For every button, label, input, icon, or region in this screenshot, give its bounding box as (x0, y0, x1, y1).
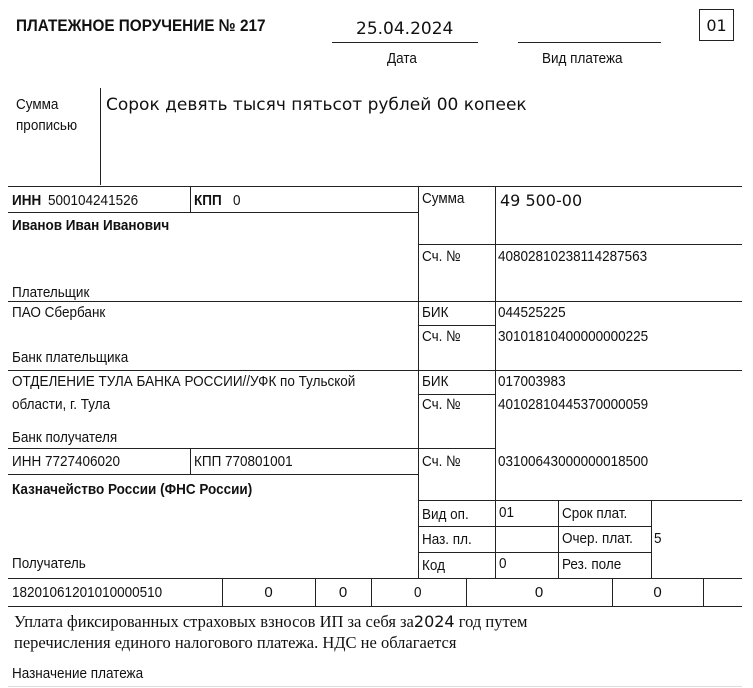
amount-words-label-2: прописью (16, 117, 78, 134)
payer-kpp-label: КПП (194, 192, 222, 209)
recipient-bank-name-2: области, г. Тула (12, 396, 111, 413)
payer-bik: 044525225 (498, 304, 566, 321)
amount-words-value: Сорок девять тысяч пятьсот рублей 00 копеек (106, 95, 527, 115)
order-value: 5 (654, 530, 662, 547)
grid-line (8, 474, 418, 475)
recipient-bank-name-1: ОТДЕЛЕНИЕ ТУЛА БАНКА РОССИИ//УФК по Тульской (12, 373, 356, 390)
amount-words-label-1: Сумма (16, 96, 59, 113)
recipient-account-label: Сч. № (422, 453, 461, 470)
purpose-text-line-2: перечисления единого налогового платежа. НДС не облагается (14, 633, 457, 652)
grid-line (495, 186, 496, 578)
form-code: 01 (706, 16, 727, 35)
recipient-bank-account-label: Сч. № (422, 396, 461, 413)
sum-value: 49 500-00 (500, 191, 583, 210)
recipient-kpp: КПП 770801001 (194, 453, 293, 470)
payer-bank-caption: Банк плательщика (12, 349, 129, 366)
payer-inn: 500104241526 (48, 192, 139, 209)
payment-type-underline (518, 42, 661, 43)
grid-line (190, 448, 191, 474)
grid-line (8, 301, 742, 302)
payer-bank-account-label: Сч. № (422, 328, 461, 345)
grid-line (418, 244, 742, 245)
grid-line (418, 500, 742, 501)
purpose-caption: Назначение платежа (12, 665, 144, 682)
grid-line (8, 370, 742, 371)
purpose-text-line-1: Уплата фиксированных страховых взносов ИП за себя за2024 год путем (14, 612, 528, 631)
grid-line (8, 606, 742, 607)
order-label: Очер. плат. (562, 530, 633, 547)
op-type-value: 01 (499, 504, 515, 521)
grid-line (418, 186, 419, 578)
grid-line (8, 578, 742, 579)
grid-line (418, 552, 651, 553)
amount-words-divider (100, 88, 101, 185)
grid-line (8, 212, 418, 213)
grid-line (418, 394, 495, 395)
grid-line (8, 448, 495, 449)
recipient-caption: Получатель (12, 555, 86, 572)
term-label: Срок плат. (562, 505, 628, 522)
doc-number-value: 0 (534, 584, 544, 601)
date-underline (332, 42, 478, 43)
grid-line (418, 325, 495, 326)
document-title: ПЛАТЕЖНОЕ ПОРУЧЕНИЕ № 217 (16, 16, 266, 35)
oktmo-value: 0 (264, 584, 273, 601)
recipient-name: Казначейство России (ФНС России) (12, 481, 253, 498)
sum-label: Сумма (422, 190, 465, 207)
date-value: 25.04.2024 (356, 19, 454, 39)
doc-date-value: 0 (653, 584, 662, 601)
payer-bank-name: ПАО Сбербанк (12, 304, 106, 321)
payer-name: Иванов Иван Иванович (12, 217, 170, 234)
recipient-bank-caption: Банк получателя (12, 429, 118, 446)
purpose-code-label: Наз. пл. (422, 531, 472, 548)
recipient-bik-label: БИК (422, 373, 449, 390)
grid-line (418, 526, 651, 527)
payer-bank-account: 30101810400000000225 (498, 328, 649, 345)
op-type-label: Вид оп. (422, 506, 469, 523)
grid-line (371, 578, 372, 606)
kbk-value: 18201061201010000510 (12, 584, 163, 601)
date-label: Дата (387, 50, 417, 67)
payer-inn-label: ИНН (12, 192, 42, 209)
bottom-edge (8, 686, 742, 687)
grid-line (651, 500, 652, 578)
payer-bik-label: БИК (422, 304, 449, 321)
recipient-account: 03100643000000018500 (498, 453, 649, 470)
code-label: Код (422, 557, 445, 574)
grid-line (8, 186, 742, 187)
basis-value: 0 (338, 584, 348, 601)
recipient-inn: ИНН 7727406020 (12, 453, 121, 470)
payer-kpp: 0 (233, 192, 241, 209)
payer-caption: Плательщик (12, 284, 90, 301)
reserve-label: Рез. поле (562, 556, 622, 573)
form-code-box (699, 9, 734, 41)
recipient-bank-account: 40102810445370000059 (498, 396, 649, 413)
grid-line (703, 578, 704, 606)
grid-line (190, 186, 191, 212)
grid-line (558, 500, 559, 578)
period-value: 0 (414, 584, 422, 601)
recipient-bik: 017003983 (498, 373, 566, 390)
payer-account: 40802810238114287563 (498, 248, 648, 265)
payer-account-label: Сч. № (422, 248, 461, 265)
code-value: 0 (499, 555, 507, 572)
payment-type-label: Вид платежа (542, 50, 623, 67)
